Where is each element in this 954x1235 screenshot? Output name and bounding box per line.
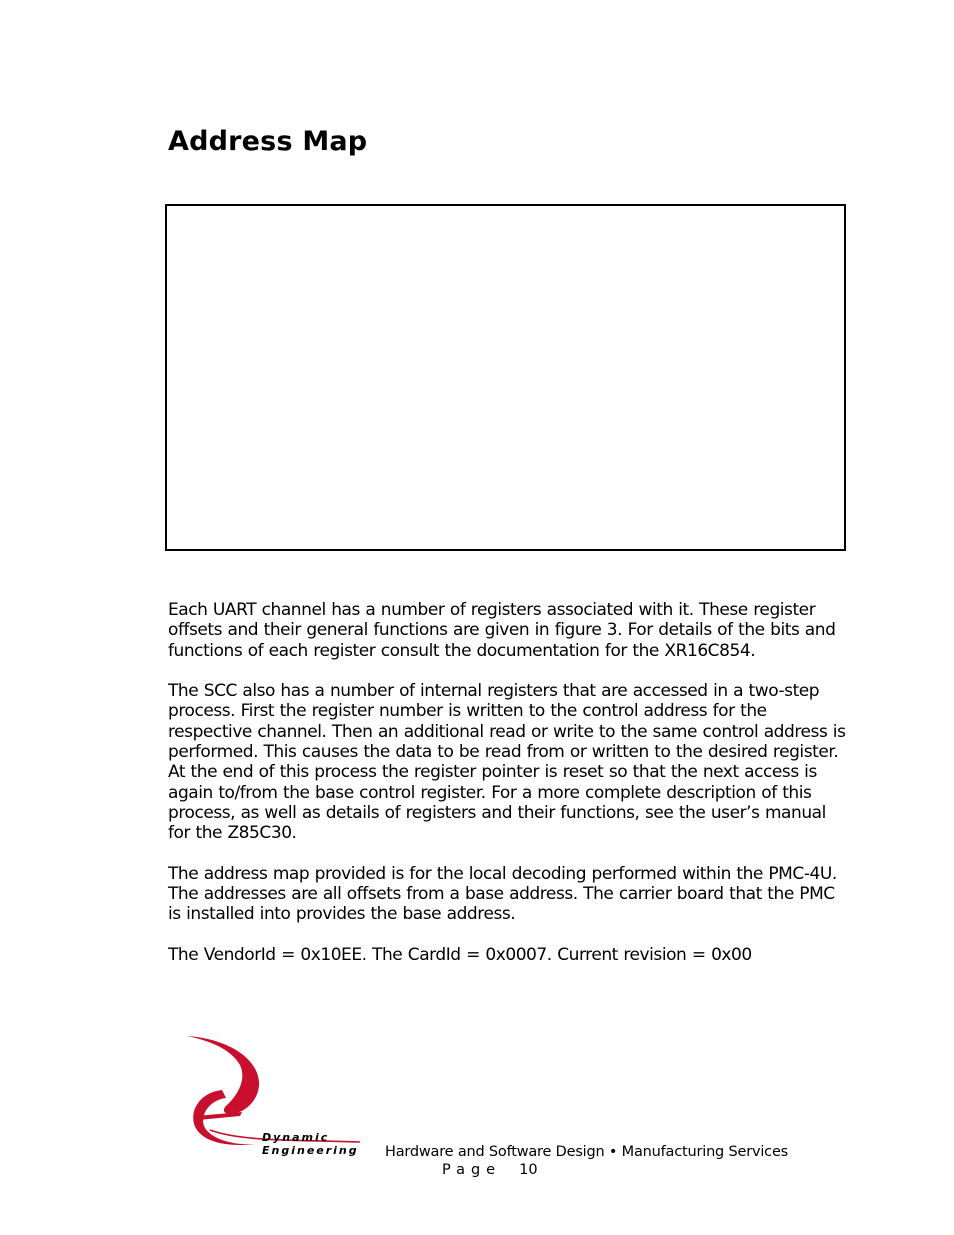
footer-tagline: Hardware and Software Design • Manufacturing Services	[385, 1144, 789, 1160]
address-map-figure-box	[165, 204, 846, 551]
paragraph-ids: The VendorId = 0x10EE. The CardId = 0x0007. Current revision = 0x00	[168, 945, 752, 966]
body-text	[168, 600, 848, 986]
dynamic-engineering-logo	[182, 1030, 367, 1160]
logo-text-engineering: Engineering	[262, 1144, 359, 1157]
page-label: Page	[442, 1162, 502, 1178]
page-title: Address Map	[168, 126, 368, 157]
paragraph-address-decoding: The address map provided is for the local decoding performed within the PMC-4U. The addresses are all offsets from a base address. The carrier board that the PMC is installed into provides the base address.	[168, 863, 837, 925]
paragraph-scc-registers: The SCC also has a number of internal registers that are accessed in a two-step process. First the register number is written to the control address for the respective channel. Then an additional read or write to the same control address is performed. This causes the data to be read from or written to the desired register. At the end of this process the register pointer is reset so that the next access is again to/from the base control register. For a more complete description of this process, as well as details of registers and their functions, see the user’s manual for the Z85C30.	[168, 681, 846, 844]
page-number: 10	[519, 1162, 538, 1178]
logo-text-dynamic: Dynamic	[262, 1131, 330, 1144]
footer-page	[442, 1161, 538, 1179]
paragraph-uart-registers: Each UART channel has a number of registers associated with it. These register offsets and their general functions are given in figure 3. For details of the bits and functions of each register consult the documentation for the XR16C854.	[168, 600, 836, 661]
